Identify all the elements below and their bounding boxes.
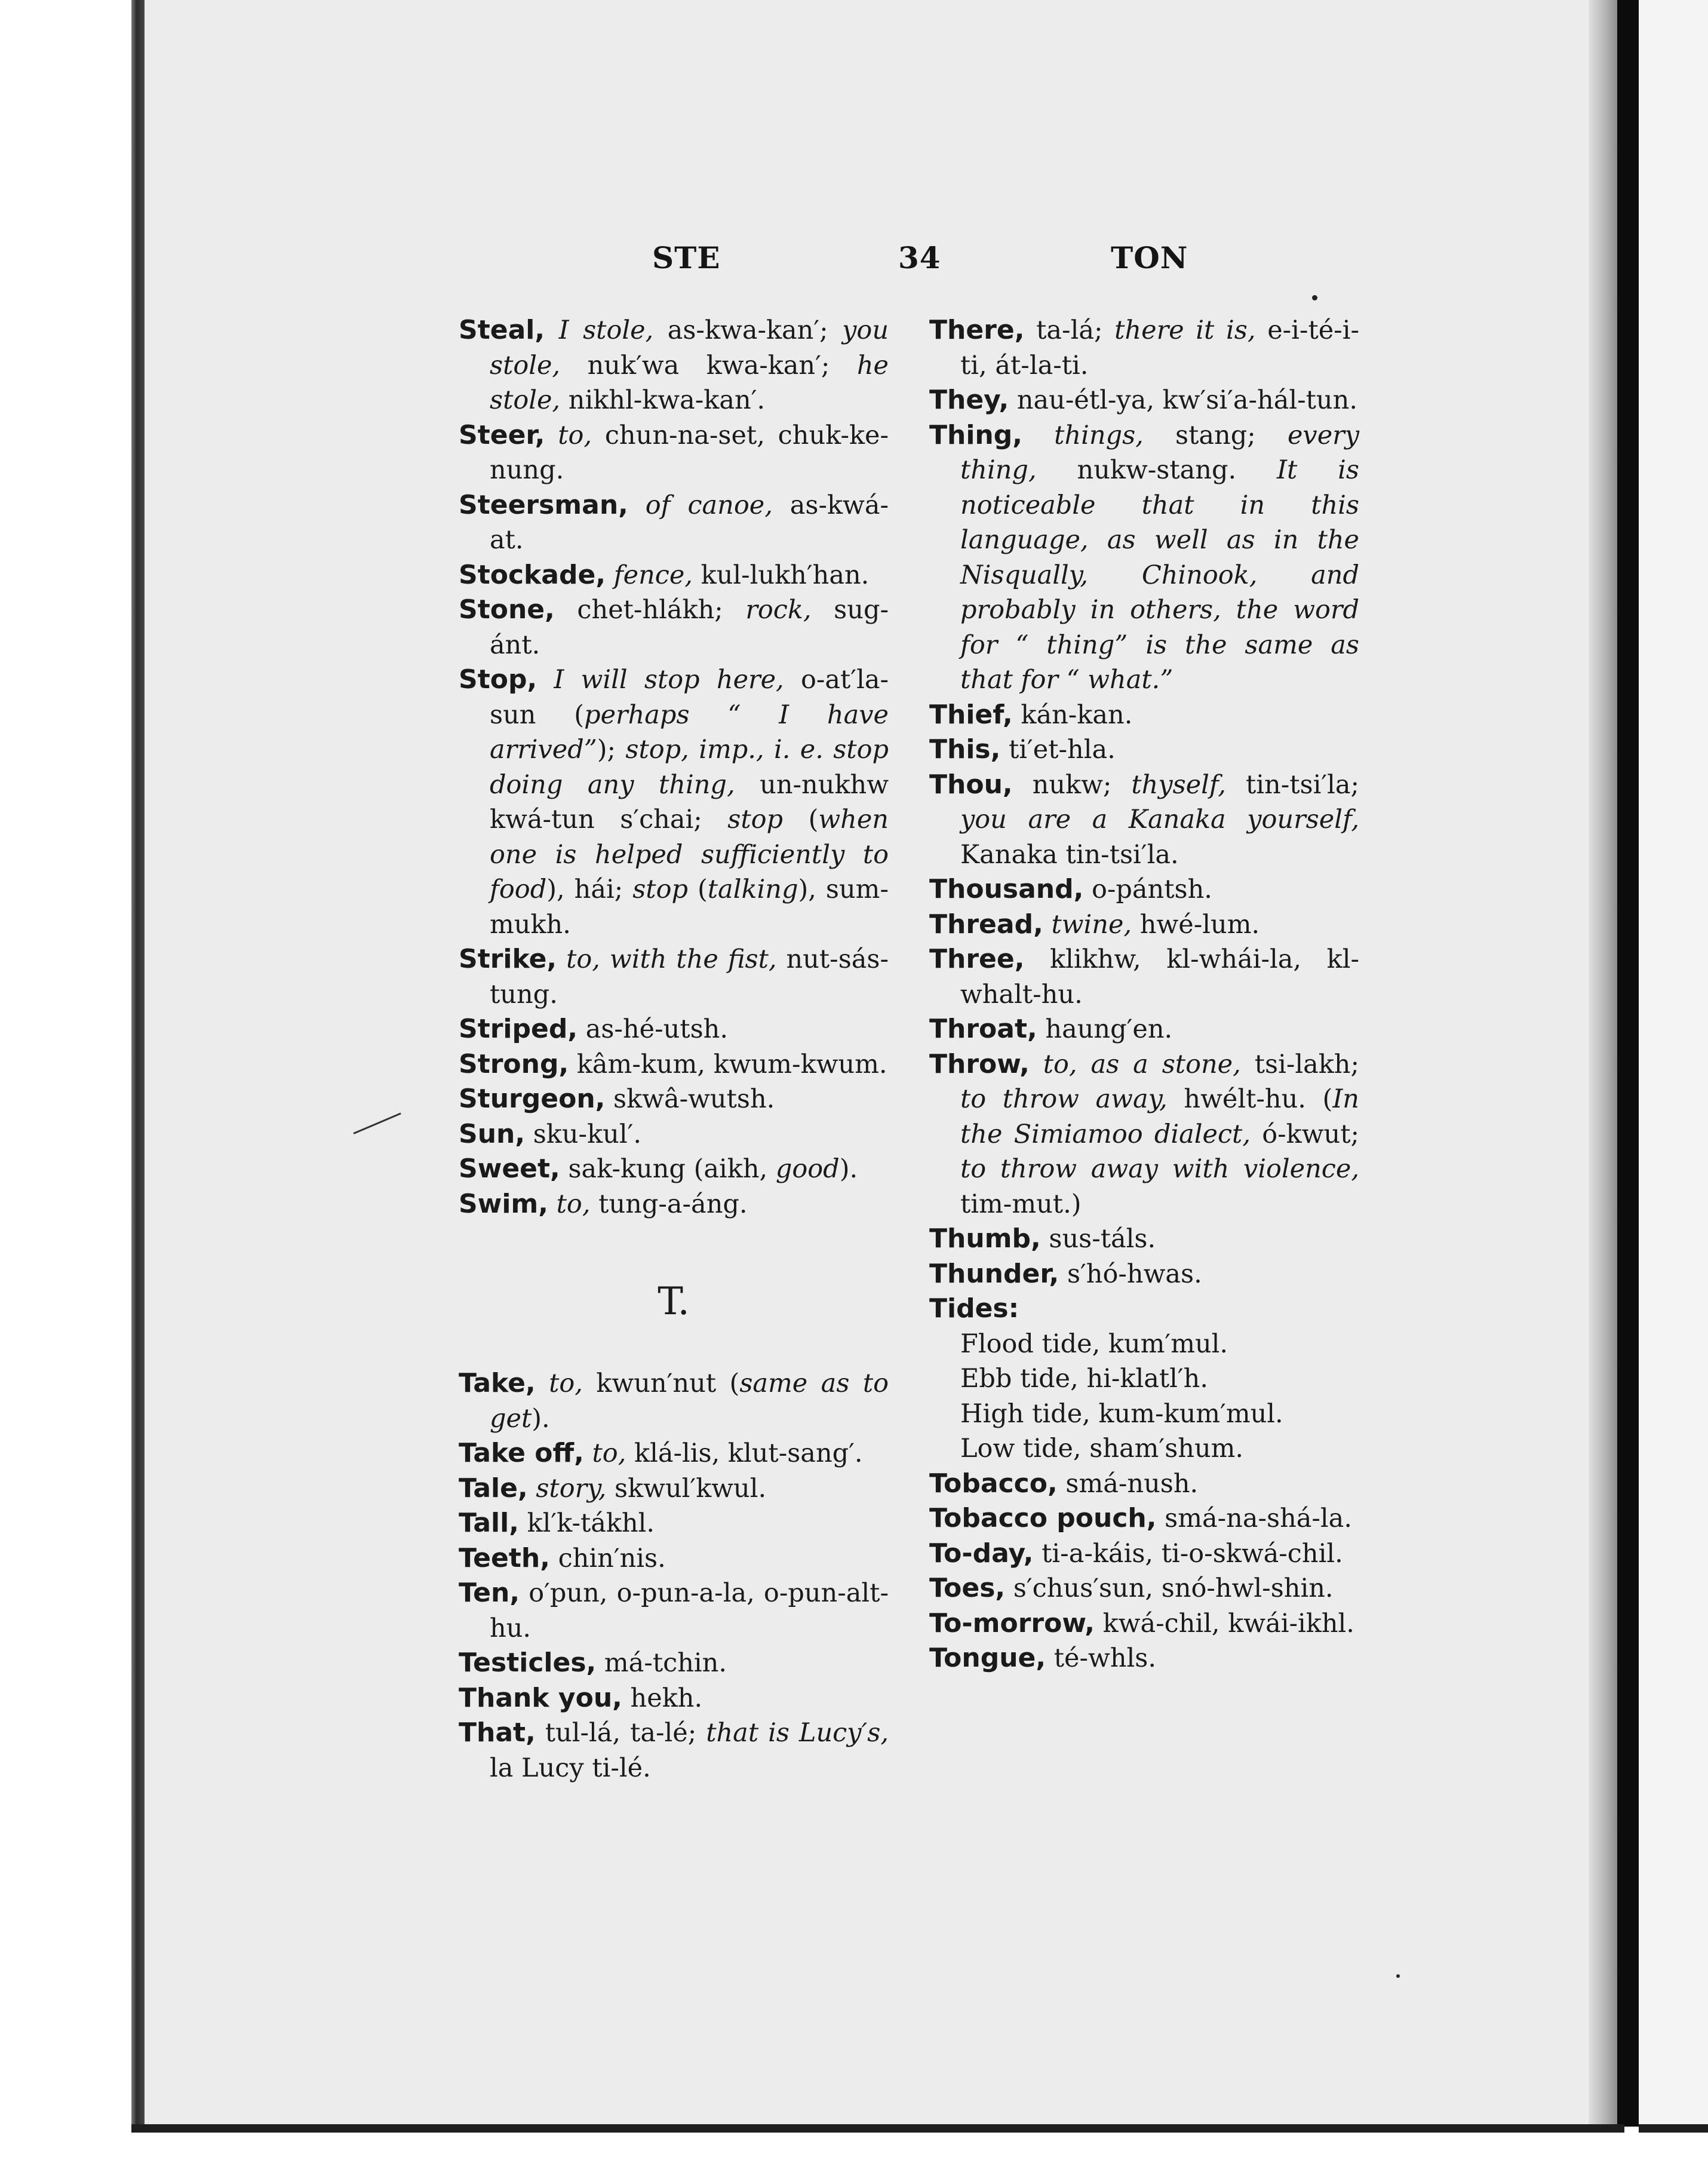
entry-text: smá-na-shá-la. [1156,1504,1352,1533]
dictionary-entry [459,1117,889,1152]
entry-text: haung′en. [1037,1014,1173,1044]
entry-text: má-tchin. [596,1648,727,1678]
entry-headword: Sweet, [459,1154,560,1184]
facing-page-bottom-edge [1639,2124,1708,2133]
entry-text: tung-a-áng. [590,1189,748,1219]
entry-text: kwun′nut ( [582,1369,740,1398]
entry-gloss: when one is helped sufficiently to food [490,805,889,904]
section-letter: T. [658,1280,690,1324]
dictionary-entry [929,1571,1359,1606]
entry-gloss: to, [556,1189,591,1219]
page-fold-shadow [1589,0,1617,2124]
entry-gloss: fence, [613,560,693,590]
dictionary-entry [929,1222,1359,1257]
entry-list-th [929,313,1359,1327]
entry-gloss: stop, imp., i. e. stop doing any thing, [490,735,889,800]
dictionary-entry [929,1501,1359,1536]
entry-headword: Thou, [929,769,1013,800]
page-number: 34 [898,240,941,275]
entry-headword: Three, [929,944,1025,974]
entry-text: nukw; [1012,769,1132,800]
entry-gloss: there it is, [1114,315,1256,345]
entry-text: kán-kan. [1012,700,1133,730]
entry-text: ti-a-káis, ti-o-skwá-chil. [1033,1538,1343,1569]
entry-text [606,560,614,590]
dictionary-entry [459,1047,889,1082]
entry-text: ). [839,1154,858,1184]
entry-gloss: to, [592,1438,626,1468]
entry-headword: Tale, [459,1472,528,1504]
entry-text: o′pun, o-pun-a-la, o-pun-alt-hu. [490,1578,889,1643]
entry-text: s′chus′sun, snó-hwl-shin. [1005,1573,1334,1603]
entry-headword: Sturgeon, [459,1084,606,1114]
page-gutter-edge [131,0,145,2127]
entry-headword: Strong, [459,1048,569,1079]
entry-gloss: things, [1054,420,1144,450]
entry-gloss: to, with the fist, [566,944,777,974]
dictionary-entry [459,662,889,942]
entry-text [1030,1050,1043,1079]
entry-gloss: I will stop here, [554,665,784,695]
entry-text: smá-nush. [1057,1468,1199,1499]
entry-text: nau-étl-ya, kw′si′a-hál-tun. [1009,385,1357,415]
entry-gloss: I stole, [558,315,654,345]
entry-headword: This, [929,734,1001,765]
entry-headword: Testicles, [459,1648,597,1678]
entry-text: Kanaka tin-tsi′la. [960,839,1179,870]
running-head [639,240,1212,282]
entry-text: e-i-té-i-ti, át-la-ti. [960,315,1359,381]
entry-text: skwul′kwul. [606,1473,767,1504]
tides-sub-entry: Low tide, sham′shum. [960,1434,1244,1464]
dictionary-entry [459,942,889,1012]
entry-headword: Stone, [459,594,555,625]
entry-text: s′hó-hwas. [1059,1259,1202,1289]
entry-gloss: he stole, [490,350,889,415]
entry-text: skwâ-wutsh. [605,1084,775,1114]
entry-text: ( [688,875,708,904]
entry-text: as-kwa-kan′; [653,315,843,345]
entry-gloss: good [775,1154,840,1184]
entry-text: klá-lis, klut-sang′. [626,1438,863,1468]
entry-text: ). [532,1403,550,1434]
entry-headword: Teeth, [459,1542,550,1573]
entry-headword: Swim, [459,1188,548,1219]
entry-headword: Tobacco, [929,1468,1058,1499]
entry-headword: Thunder, [929,1258,1059,1289]
entry-headword: Take off, [459,1438,584,1468]
entry-text: kwá-chil, kwái-ikhl. [1094,1608,1354,1639]
dictionary-entry [459,558,889,593]
dictionary-entry [929,1641,1359,1676]
entry-text: sus-táls. [1040,1224,1156,1254]
entry-gloss: talking [707,875,798,904]
entry-text: o-at′la-sun ( [490,665,889,730]
entry-text: tin-tsi′la; [1225,769,1359,800]
entry-headword: Tides: [929,1293,1019,1324]
entry-headword: Steer, [459,419,545,450]
entry-headword: That, [459,1717,536,1748]
entry-text [548,1189,557,1219]
entry-text: kl′k-tákhl. [518,1508,655,1538]
entry-text: hwélt-hu. ( [1167,1084,1333,1114]
page-right-edge [1617,0,1639,2127]
entry-text [528,1474,536,1504]
left-column [459,313,889,1786]
entry-text: ), sum-mukh. [490,875,889,940]
dictionary-entry [459,418,889,488]
entry-text: kâm-kum, kwum-kwum. [569,1049,887,1079]
entry-headword: Tall, [459,1508,519,1538]
entry-gloss: to, [549,1369,583,1398]
dictionary-entry [929,313,1359,383]
tides-sub-entry: Flood tide, kum′mul. [960,1329,1228,1359]
scan-left-margin [0,0,142,2172]
entry-headword: Steersman, [459,489,628,520]
entry-gloss: It is noticeable that in this language, as well as in the Nisqually, Chinook, and probably in others, the word for “ thing” is the same as that for “ what.” [960,455,1359,695]
entry-headword: Stockade, [459,559,606,590]
entry-headword: Ten, [459,1578,520,1608]
entry-text [1022,421,1054,450]
dictionary-entry [929,1291,1359,1327]
dictionary-entry [459,313,889,418]
entry-text: chin′nis. [549,1543,666,1573]
running-head-right: TON [1111,240,1188,275]
entry-headword: Sun, [459,1118,526,1149]
entry-text: ), hái; [546,875,633,904]
entry-text: tsi-lakh; [1240,1049,1359,1079]
entry-text: klikhw, kl-whái-la, kl-whalt-hu. [960,944,1359,1010]
entry-text: sug-ánt. [490,595,889,660]
entry-headword: Thread, [929,909,1043,940]
entry-text: as-kwá-at. [490,490,889,555]
entry-text [537,665,554,695]
dictionary-entry [459,593,889,662]
entry-text: ó-kwut; [1251,1119,1359,1149]
entry-gloss: to throw away with violence, [960,1154,1359,1184]
entry-text: nikhl-kwa-kan′. [560,385,766,415]
entry-list-t [459,1366,889,1786]
tides-sublist [929,1327,1359,1467]
dictionary-entry [929,942,1359,1012]
entry-text: sku-kul′. [525,1119,642,1149]
entry-text: stang; [1143,420,1288,450]
entry-gloss: stop [632,875,688,904]
dictionary-entry [459,1716,889,1786]
entry-gloss: perhaps “ I have arrived” [490,700,889,765]
dictionary-entry [459,1471,889,1507]
dictionary-entry [929,698,1359,733]
entry-gloss: of canoe, [645,490,773,520]
dictionary-entry [459,1576,889,1646]
entry-text: o-pántsh. [1083,875,1212,904]
entry-headword: Thousand, [929,874,1084,904]
entry-text [545,315,559,345]
entry-text: as-hé-utsh. [577,1014,729,1044]
entry-headword: There, [929,315,1025,345]
entry-text: la Lucy ti-lé. [490,1753,651,1783]
entry-gloss: you are a Kanaka yourself, [960,805,1359,835]
entry-gloss: to throw away, [960,1084,1168,1114]
entry-gloss: stop [727,805,784,835]
tides-sub-entry: Ebb tide, hi-klatl′h. [960,1364,1209,1394]
entry-text: un-nukhw kwá-tun s′chai; [490,769,889,835]
entry-headword: To-morrow, [929,1607,1095,1639]
dictionary-entry [929,418,1359,698]
dictionary-entry [929,872,1359,907]
dictionary-entry [459,1541,889,1576]
dictionary-entry [459,1366,889,1436]
entry-text: hwé-lum. [1132,909,1260,940]
dictionary-entry [459,488,889,558]
print-speck [1396,1974,1400,1978]
entry-headword: Toes, [929,1573,1006,1603]
entry-text: té-whls. [1046,1643,1157,1673]
dictionary-entry [459,1681,889,1716]
entry-headword: They, [929,385,1009,415]
running-head-left: STE [652,240,721,275]
dictionary-entry [929,768,1359,873]
dictionary-entry [929,1047,1359,1222]
entry-gloss: to, [558,420,592,450]
entry-text: kul-lukh′han. [692,560,870,590]
entry-text: sak-kung (aikh, [560,1154,776,1184]
entry-text: ti′et-hla. [1000,735,1116,765]
entry-gloss: you stole, [490,315,889,381]
dictionary-entry [459,1187,889,1222]
dictionary-entry [929,1012,1359,1047]
entry-headword: To-day, [929,1538,1034,1569]
right-column [929,313,1359,1676]
dictionary-entry [459,1646,889,1681]
entry-text [557,944,566,974]
entry-text: tim-mut.) [960,1189,1082,1219]
facing-page-sliver [1639,0,1708,2127]
entry-gloss: that is Lucy′s, [706,1718,889,1748]
page-bottom-edge [131,2124,1624,2133]
entry-text: nukw-stang. [1036,455,1277,485]
entry-gloss: twine, [1051,909,1132,940]
entry-headword: Stop, [459,664,537,695]
tides-sub-entry: High tide, kum-kum′mul. [960,1398,1283,1429]
entry-list-s [459,313,889,1222]
entry-text: tul-lá, ta-lé; [535,1718,706,1748]
dictionary-entry [929,1257,1359,1292]
dictionary-entry [929,732,1359,768]
entry-text [628,490,646,520]
dictionary-entry [929,1536,1359,1572]
entry-text: chun-na-set, chuk-ke-nung. [490,420,889,485]
entry-text: chet-hlákh; [554,595,746,625]
dictionary-entry [929,383,1359,418]
entry-headword: Thief, [929,699,1013,730]
dictionary-entry [459,1152,889,1187]
dictionary-entry [929,1467,1359,1502]
entry-headword: Throw, [929,1048,1030,1079]
entry-gloss: thyself, [1131,769,1226,800]
entry-gloss: every thing, [960,420,1359,485]
entry-gloss: to, as a stone, [1043,1049,1241,1079]
entry-gloss: In the Simiamoo dialect, [960,1084,1359,1149]
entry-text: nut-sás-tung. [490,944,889,1010]
entry-headword: Striped, [459,1014,578,1044]
dictionary-entry [929,1606,1359,1642]
entry-headword: Thank you, [459,1682,622,1713]
entry-headword: Thing, [929,419,1022,450]
entry-text [545,421,558,450]
entry-text: ( [783,805,819,835]
entry-text: nuk′wa kwa-kan′; [560,350,857,381]
dictionary-entry [459,1506,889,1541]
entry-text [584,1438,592,1468]
dictionary-entry [459,1012,889,1047]
entry-headword: Throat, [929,1014,1037,1044]
entry-text [536,1369,549,1398]
entry-list-to [929,1467,1359,1676]
entry-gloss: rock, [745,595,812,625]
entry-headword: Strike, [459,944,557,974]
dictionary-entry [929,907,1359,943]
dictionary-entry [459,1436,889,1471]
entry-text: ); [597,735,626,765]
entry-gloss: same as to get [490,1369,889,1434]
entry-headword: Thumb, [929,1223,1041,1254]
entry-headword: Tobacco pouch, [929,1503,1157,1533]
entry-text: hekh. [622,1683,703,1713]
dictionary-entry [459,1082,889,1117]
entry-text [1043,910,1052,940]
entry-headword: Tongue, [929,1643,1046,1673]
entry-headword: Steal, [459,315,545,345]
entry-text: ta-lá; [1024,315,1115,345]
print-speck [1312,295,1317,300]
entry-gloss: story, [536,1473,607,1504]
entry-headword: Take, [459,1368,536,1398]
